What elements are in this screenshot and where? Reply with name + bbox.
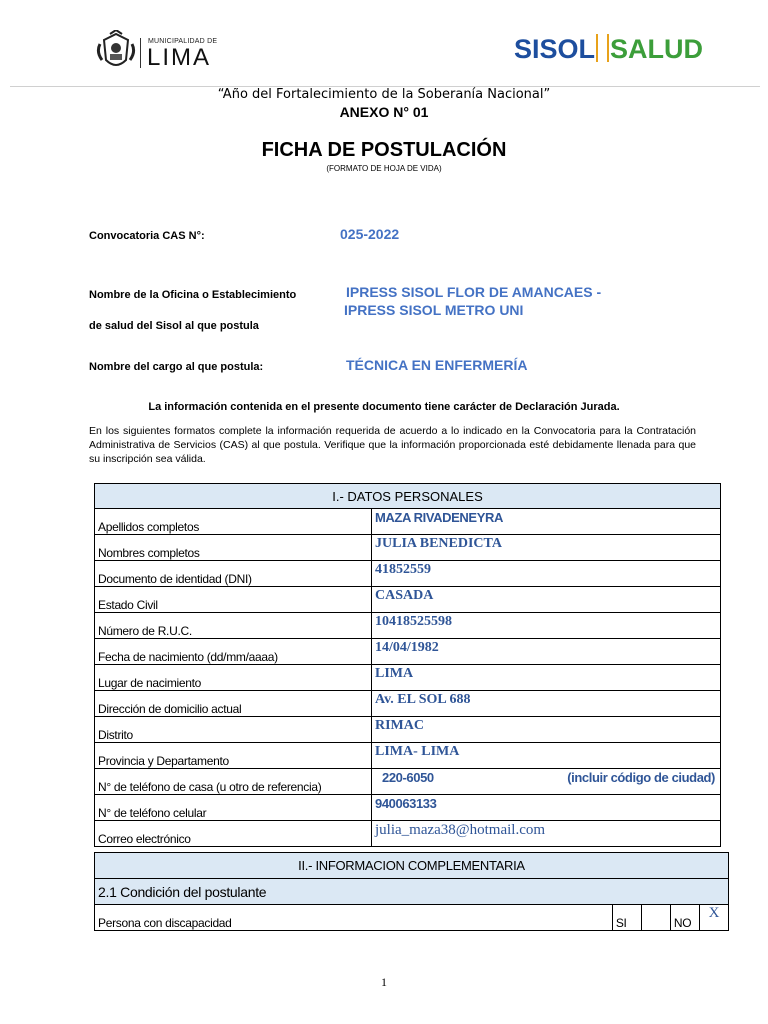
oficina-value-line2: IPRESS SISOL METRO UNI — [344, 302, 524, 318]
convocatoria-label: Convocatoria CAS N°: — [89, 230, 205, 242]
cargo-label: Nombre del cargo al que postula: — [89, 361, 264, 373]
dni-value: 41852559 — [372, 561, 721, 587]
table-row — [95, 587, 721, 613]
row-label: Provincia y Departamento — [95, 743, 372, 769]
table-row — [95, 905, 729, 931]
row-label: Lugar de nacimiento — [95, 665, 372, 691]
provincia-value: LIMA- LIMA — [372, 743, 721, 769]
nombres-value: JULIA BENEDICTA — [372, 535, 721, 561]
table-row — [95, 691, 721, 717]
discapacidad-label: Persona con discapacidad — [95, 905, 613, 931]
telefono-note: (incluir código de ciudad) — [567, 770, 715, 785]
table-row — [95, 535, 721, 561]
lugar-nacimiento-value: LIMA — [372, 665, 721, 691]
telefono-casa-value: 220-6050 — [382, 770, 434, 785]
ruc-value: 10418525598 — [372, 613, 721, 639]
condicion-subheading: 2.1 Condición del postulante — [95, 879, 729, 905]
celular-value: 940063133 — [372, 795, 721, 821]
page-title: FICHA DE POSTULACIÓN — [261, 139, 507, 161]
row-label: Estado Civil — [95, 587, 372, 613]
table-row — [95, 769, 721, 795]
row-label: Apellidos completos — [95, 509, 372, 535]
municipalidad-lima-logo — [96, 30, 236, 74]
table-row — [95, 561, 721, 587]
si-checkbox[interactable] — [641, 905, 670, 931]
coat-of-arms-icon — [96, 30, 136, 72]
table-row — [95, 821, 721, 847]
table-row — [95, 795, 721, 821]
row-label: N° de teléfono de casa (u otro de referencia) — [95, 769, 372, 795]
no-label: NO — [670, 905, 699, 931]
logo-separator-icon — [596, 34, 609, 62]
si-label: SI — [612, 905, 641, 931]
table-row — [95, 613, 721, 639]
estado-civil-value: CASADA — [372, 587, 721, 613]
oficina-label-line1: Nombre de la Oficina o Establecimiento — [89, 289, 297, 301]
year-motto: “Año del Fortalecimiento de la Soberanía Nacional” — [217, 87, 551, 102]
muni-big-text: LIMA — [147, 44, 212, 71]
telefono-casa-cell — [372, 769, 721, 795]
row-label: Nombres completos — [95, 535, 372, 561]
fecha-nacimiento-value: 14/04/1982 — [372, 639, 721, 665]
correo-value: julia_maza38@hotmail.com — [372, 821, 721, 847]
row-label: N° de teléfono celular — [95, 795, 372, 821]
declaration-text: La información contenida en el presente documento tiene carácter de Declaración Jurada. — [148, 401, 620, 413]
page-subtitle: (FORMATO DE HOJA DE VIDA) — [326, 164, 442, 173]
logo-divider — [140, 38, 141, 68]
info-complementaria-heading: II.- INFORMACION COMPLEMENTARIA — [95, 853, 729, 879]
row-label: Número de R.U.C. — [95, 613, 372, 639]
apellidos-value: MAZA RIVADENEYRA — [372, 509, 721, 535]
instructions-paragraph: En los siguientes formatos complete la información requerida de acuerdo a lo indicado en la Convocatoria para la Contratación Administrativa de Servicios (CAS) al que postula. Verifique que la información proporcionada esté debidamente llenada para que su inscripción sea válida. — [89, 425, 696, 465]
row-label: Distrito — [95, 717, 372, 743]
distrito-value: RIMAC — [372, 717, 721, 743]
table-row — [95, 509, 721, 535]
row-label: Dirección de domicilio actual — [95, 691, 372, 717]
sisol-salud-logo — [514, 34, 703, 70]
muni-small-text: MUNICIPALIDAD DE — [148, 38, 218, 45]
no-checkbox[interactable]: X — [699, 905, 728, 931]
annex-title: ANEXO N° 01 — [339, 104, 429, 120]
table-row — [95, 743, 721, 769]
row-label: Fecha de nacimiento (dd/mm/aaaa) — [95, 639, 372, 665]
table-row — [95, 639, 721, 665]
oficina-value-line1: IPRESS SISOL FLOR DE AMANCAES - — [346, 284, 602, 300]
sisol-text: SISOL — [514, 34, 596, 64]
convocatoria-value: 025-2022 — [340, 226, 400, 242]
datos-personales-table — [94, 483, 721, 847]
datos-personales-heading: I.- DATOS PERSONALES — [95, 484, 721, 509]
direccion-value: Av. EL SOL 688 — [372, 691, 721, 717]
row-label: Correo electrónico — [95, 821, 372, 847]
table-row — [95, 717, 721, 743]
table-row — [95, 665, 721, 691]
row-label: Documento de identidad (DNI) — [95, 561, 372, 587]
informacion-complementaria-table — [94, 852, 729, 931]
cargo-value: TÉCNICA EN ENFERMERÍA — [346, 357, 528, 373]
oficina-label-line2: de salud del Sisol al que postula — [89, 320, 259, 332]
page-number: 1 — [381, 975, 387, 989]
salud-text: SALUD — [610, 34, 704, 64]
